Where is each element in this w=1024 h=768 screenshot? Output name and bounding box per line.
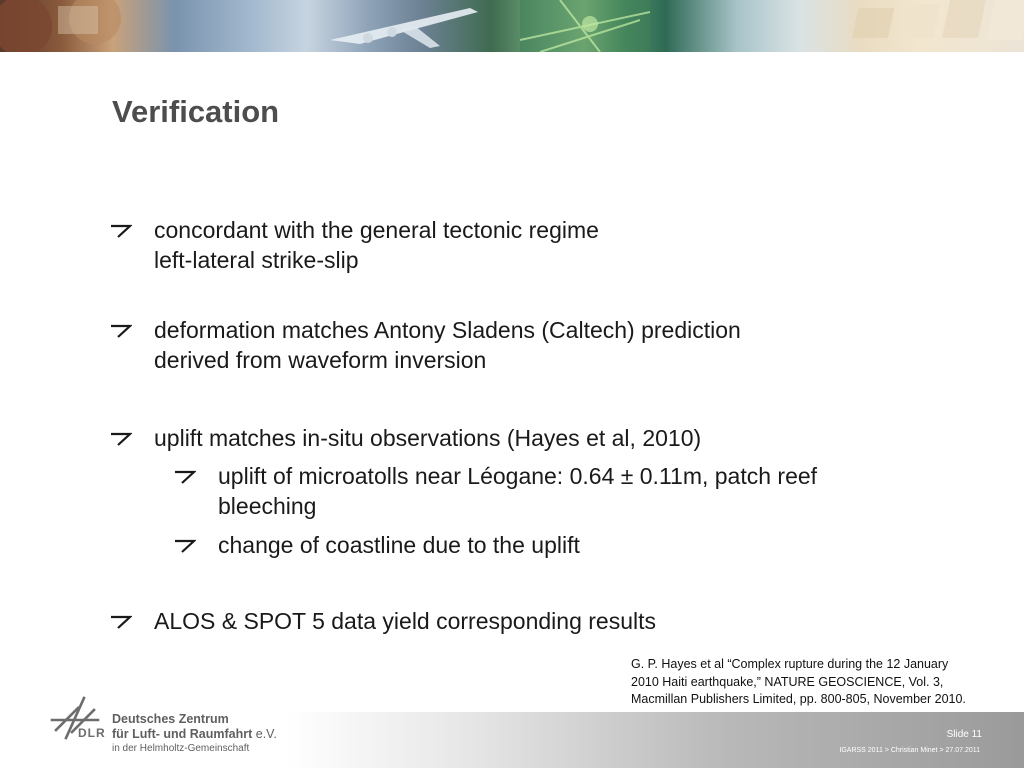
- helmholtz-note: in der Helmholtz-Gemeinschaft: [112, 743, 250, 754]
- footer-band: [285, 712, 1024, 768]
- arrow-down-right-icon: [110, 615, 132, 629]
- bullet-item: [154, 423, 701, 453]
- reference-line: Macmillan Publishers Limited, pp. 800-805, November 2010.: [631, 692, 966, 706]
- bullet-item: [154, 315, 741, 375]
- sub-bullet-item: [218, 461, 817, 521]
- org-line: Deutsches Zentrum: [112, 712, 229, 726]
- footer-info: IGARSS 2011 > Christian Minet > 27.07.2011: [839, 747, 980, 754]
- slide-title: Verification: [112, 94, 280, 129]
- dlr-logo-letters: DLR: [78, 726, 106, 740]
- bullet-item: [154, 606, 656, 636]
- bullet-line: change of coastline due to the uplift: [218, 532, 580, 558]
- bullet-line: derived from waveform inversion: [154, 347, 487, 373]
- banner-collage-icon: [0, 0, 1024, 52]
- bullet-line: ALOS & SPOT 5 data yield corresponding results: [154, 608, 657, 634]
- bullet-line: left-lateral strike-slip: [154, 247, 359, 273]
- bullet-line: bleeching: [218, 493, 317, 519]
- reference-citation: [631, 656, 1015, 709]
- bullet-line: concordant with the general tectonic regime: [154, 217, 599, 243]
- org-line-text: für Luft- und Raumfahrt: [112, 727, 253, 741]
- reference-line: G. P. Hayes et al “Complex rupture during the 12 January: [631, 657, 949, 671]
- organization-name: [112, 712, 277, 742]
- bullet-line: uplift matches in-situ observations (Hayes et al, 2010): [154, 425, 702, 451]
- header-banner: [0, 0, 1024, 52]
- bullet-item: [154, 215, 599, 275]
- slide-number: Slide 11: [946, 729, 982, 740]
- bullet-line: uplift of microatolls near Léogane: 0.64 ± 0.11m, patch reef: [218, 463, 818, 489]
- arrow-down-right-icon: [110, 324, 132, 338]
- bullet-line: deformation matches Antony Sladens (Caltech) prediction: [154, 317, 741, 343]
- sub-bullet-item: [218, 530, 580, 560]
- reference-line: 2010 Haiti earthquake,” NATURE GEOSCIENCE, Vol. 3,: [631, 674, 944, 689]
- arrow-down-right-icon: [110, 224, 132, 238]
- org-line: [112, 727, 277, 742]
- arrow-down-right-icon: [110, 432, 132, 446]
- org-suffix: e.V.: [255, 727, 277, 741]
- arrow-down-right-icon: [174, 539, 196, 553]
- arrow-down-right-icon: [174, 470, 196, 484]
